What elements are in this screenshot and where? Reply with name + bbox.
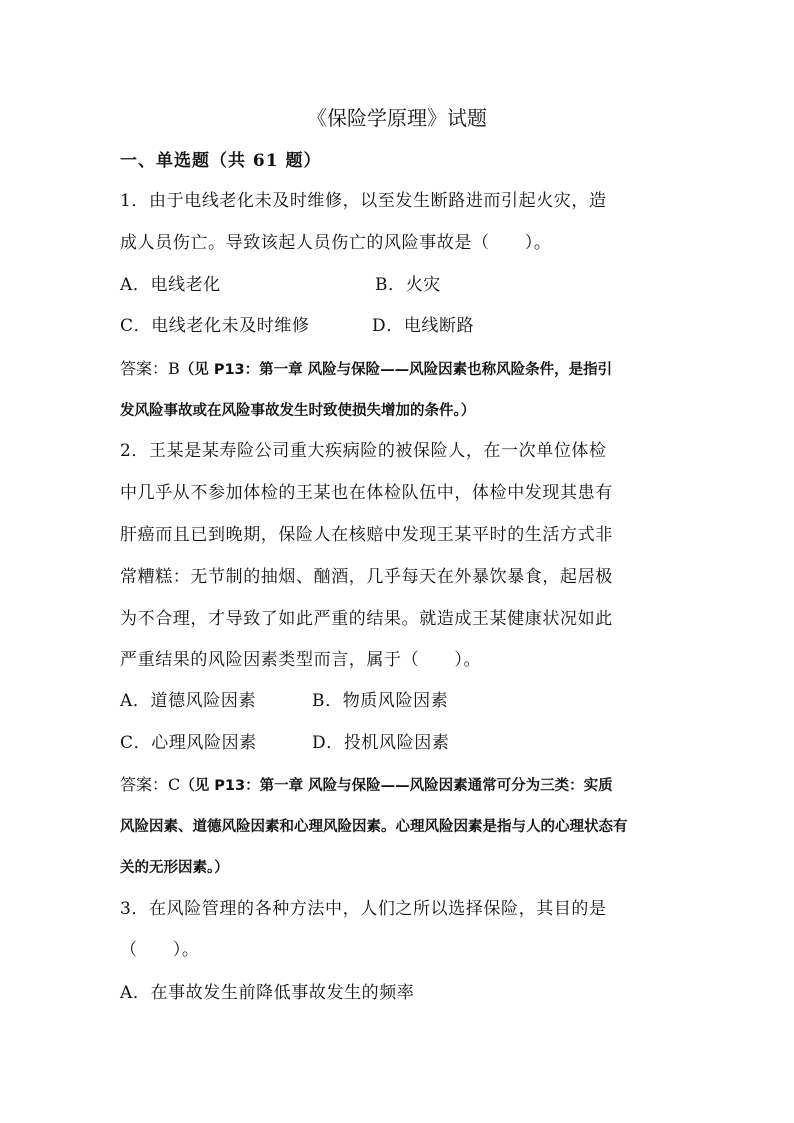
q1-answer-label: 答案：B (120, 359, 180, 378)
q1-answer-explanation: 发风险事故或在风险事故发生时致使损失增加的条件。） (120, 403, 476, 419)
q1-option-d: D．电线断路 (372, 316, 475, 336)
q2-answer-cont (120, 813, 680, 840)
q1-answer-explanation: （见 P13：第一章 风险与保险——风险因素也称风险条件，是指引 (179, 362, 613, 378)
q1-option-a: A．电线老化 (120, 275, 221, 295)
q1-option-b: B．火灾 (375, 275, 441, 295)
q2-stem-line: 中几乎从不参加体检的王某也在体检队伍中，体检中发现其患有 (120, 483, 613, 503)
section-heading: 一、单选题（共 61 题） (120, 151, 322, 171)
q2-answer-explanation: 风险因素、道德风险因素和心理风险因素。心理风险因素是指与人的心理状态有 (120, 819, 628, 835)
q1-option-c: C．电线老化未及时维修 (120, 316, 310, 336)
q2-answer-label: 答案：C (120, 775, 181, 794)
q1-answer (120, 356, 680, 383)
q2-answer-explanation: 关的无形因素。） (120, 860, 229, 876)
q2-stem-line: 肝癌而且已到晚期，保险人在核赔中发现王某平时的生活方式非 (120, 525, 613, 545)
q2-stem-line: 2．王某是某寿险公司重大疾病险的被保险人，在一次单位体检 (120, 441, 607, 461)
q2-stem-line: 严重结果的风险因素类型而言，属于（ ）。 (120, 650, 482, 670)
q2-option-c: C．心理风险因素 (120, 733, 257, 753)
q1-stem-line: 1．由于电线老化未及时维修，以至发生断路进而引起火灾，造 (120, 191, 607, 211)
q2-stem-line: 为不合理，才导致了如此严重的结果。就造成王某健康状况如此 (120, 609, 613, 629)
q2-answer-explanation: （见 P13：第一章 风险与保险——风险因素通常可分为三类：实质 (180, 778, 613, 794)
q2-option-a: A．道德风险因素 (120, 691, 257, 711)
q2-option-b: B．物质风险因素 (312, 691, 449, 711)
q3-option-a: A．在事故发生前降低事故发生的频率 (120, 983, 415, 1003)
q2-option-row (120, 688, 680, 714)
q3-stem-line: （ ）。 (120, 940, 200, 960)
q2-option-d: D．投机风险因素 (312, 733, 450, 753)
q2-stem-line: 常糟糕：无节制的抽烟、酗酒，几乎每天在外暴饮暴食，起居极 (120, 567, 613, 587)
q2-answer-cont (120, 854, 680, 881)
document-title: 《保险学原理》试题 (307, 106, 487, 130)
q2-option-row (120, 730, 680, 756)
q2-answer (120, 772, 680, 799)
q1-option-row (120, 313, 680, 339)
q1-stem-line: 成人员伤亡。导致该起人员伤亡的风险事故是（ ）。 (120, 233, 552, 253)
q3-stem-line: 3．在风险管理的各种方法中，人们之所以选择保险，其目的是 (120, 899, 607, 919)
q1-answer-cont (120, 397, 680, 424)
q1-option-row (120, 272, 680, 298)
